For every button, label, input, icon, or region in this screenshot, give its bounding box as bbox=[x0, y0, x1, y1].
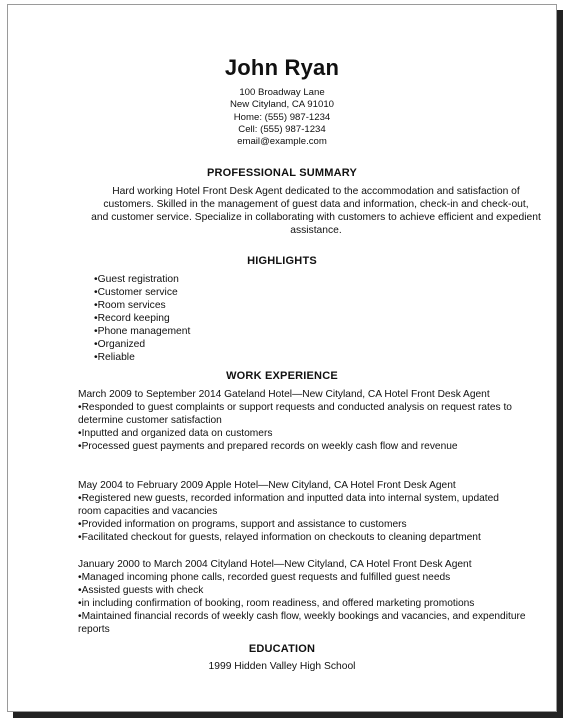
job-title-line: March 2009 to September 2014 Gateland Hotel—New Cityland, CA Hotel Front Desk Agent bbox=[78, 389, 490, 400]
job-line: •Assisted guests with check bbox=[78, 585, 204, 596]
list-item: •Room services bbox=[94, 300, 166, 311]
summary-text bbox=[86, 185, 546, 237]
job-title-line: May 2004 to February 2009 Apple Hotel—New Cityland, CA Hotel Front Desk Agent bbox=[78, 480, 456, 491]
list-item: •Customer service bbox=[94, 287, 178, 298]
job-title-line: January 2000 to March 2004 Cityland Hotel—New Cityland, CA Hotel Front Desk Agent bbox=[78, 559, 472, 570]
job-line: •Maintained financial records of weekly cash flow, weekly bookings and vacancies, and expenditure bbox=[78, 611, 526, 622]
list-item: •Phone management bbox=[94, 326, 191, 337]
job-line: •Managed incoming phone calls, recorded guest requests and fulfilled guest needs bbox=[78, 572, 451, 583]
highlights-list bbox=[94, 273, 190, 364]
list-item: •Organized bbox=[94, 339, 146, 350]
cell-phone: Cell: (555) 987-1234 bbox=[238, 123, 326, 135]
list-item: •Reliable bbox=[94, 352, 135, 363]
job-line: •Processed guest payments and prepared records on weekly cash flow and revenue bbox=[78, 441, 458, 452]
experience-heading: WORK EXPERIENCE bbox=[226, 370, 338, 382]
address-line-1: 100 Broadway Lane bbox=[239, 87, 325, 98]
job-line: •Inputted and organized data on customers bbox=[78, 428, 273, 439]
address-line-2: New Cityland, CA 91010 bbox=[230, 99, 334, 111]
job-line: •Responded to guest complaints or support requests and conducted analysis on request rates to bbox=[78, 402, 512, 413]
job-line: •Provided information on programs, support and assistance to customers bbox=[78, 519, 407, 530]
summary-line: customers. Skilled in the management of guest data and information, check-in and check-out, bbox=[103, 199, 529, 210]
job-entry-3 bbox=[78, 558, 550, 636]
job-line: determine customer satisfaction bbox=[78, 415, 222, 426]
resume-page bbox=[8, 5, 556, 711]
education-heading: EDUCATION bbox=[248, 643, 316, 655]
job-line: reports bbox=[78, 624, 110, 635]
job-entry-1 bbox=[78, 388, 550, 453]
email: email@example.com bbox=[237, 136, 327, 148]
summary-line: assistance. bbox=[290, 225, 342, 236]
summary-heading: PROFESSIONAL SUMMARY bbox=[206, 167, 358, 179]
list-item: •Guest registration bbox=[94, 274, 179, 285]
resume-frame bbox=[7, 4, 557, 712]
summary-line: and customer service. Specialize in collaborating with customers to achieve efficient and expedient bbox=[91, 212, 541, 223]
job-line: room capacities and vacancies bbox=[78, 506, 218, 517]
job-line: •Registered new guests, recorded information and inputted data into internal system, updated bbox=[78, 493, 499, 504]
education-school: 1999 Hidden Valley High School bbox=[208, 661, 356, 672]
job-entry-2 bbox=[78, 479, 550, 544]
candidate-name: John Ryan bbox=[224, 55, 340, 80]
highlights-heading: HIGHLIGHTS bbox=[247, 255, 317, 267]
job-line: •in including confirmation of booking, room readiness, and offered marketing promotions bbox=[78, 598, 475, 609]
list-item: •Record keeping bbox=[94, 313, 170, 324]
contact-block bbox=[8, 87, 556, 148]
summary-line: Hard working Hotel Front Desk Agent dedicated to the accommodation and satisfaction of bbox=[112, 186, 520, 197]
home-phone: Home: (555) 987-1234 bbox=[233, 111, 331, 123]
job-line: •Facilitated checkout for guests, relayed information on checkouts to cleaning department bbox=[78, 532, 481, 543]
